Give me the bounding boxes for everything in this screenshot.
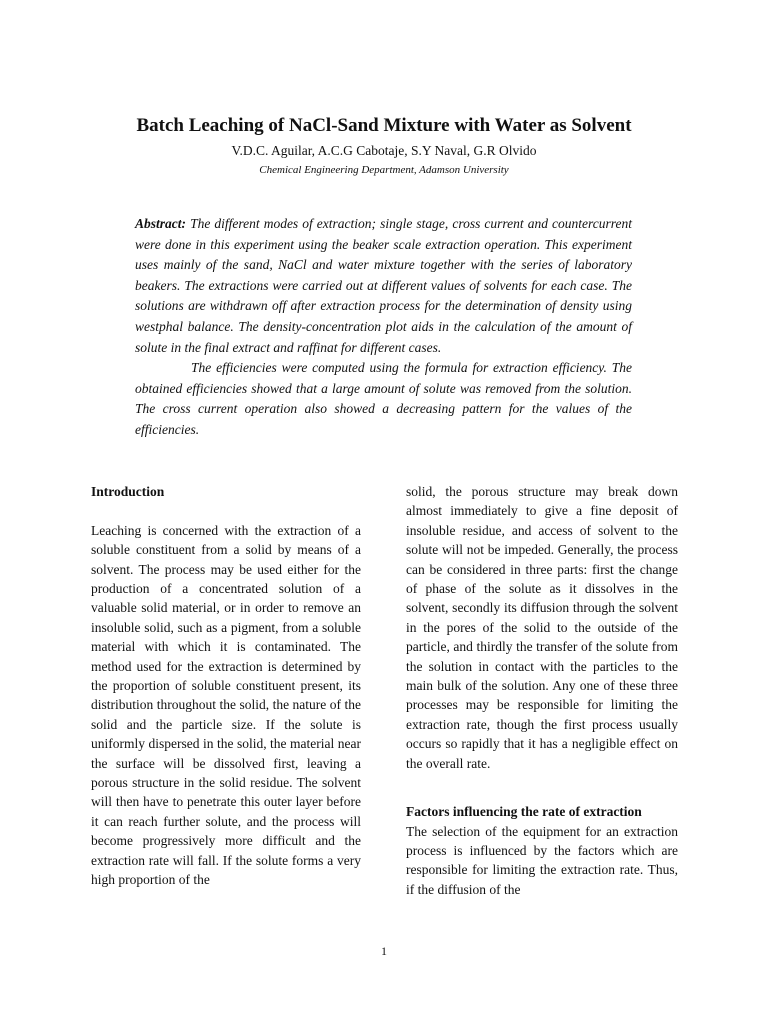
- factors-heading: Factors influencing the rate of extraction: [406, 804, 642, 820]
- section-spacer: [406, 773, 678, 802]
- abstract-paragraph-2: The efficiencies were computed using the formula for extraction efficiency. The obtained efficiencies showed that a large amount of solute was removed from the solution. The cross current operation also showed a decreasing pattern for the values of the efficiencies.: [135, 360, 632, 437]
- introduction-heading: Introduction: [91, 484, 165, 499]
- abstract-paragraph-1: [135, 214, 632, 358]
- heading-spacer: [91, 501, 361, 520]
- paper-title: Batch Leaching of NaCl-Sand Mixture with Water as Solvent: [136, 115, 632, 136]
- abstract-text-1: The different modes of extraction; single stage, cross current and countercurrent were done in this experiment using the beaker scale extraction operation. This experiment uses mainly of the sand, NaCl and water mixture together with the series of laboratory beakers. The extractions were carried out at different values of solvents for each case. The solutions are withdrawn off after extraction process for the determination of density using westphal balance. The density-concentration plot aids in the calculation of the amount of solute in the final extract and raffinat for different cases.: [135, 216, 632, 355]
- abstract-block: [135, 214, 632, 441]
- introduction-paragraph-right: solid, the porous structure may break down almost immediately to give a fine deposit of insoluble residue, and access of solvent to the solute will not be impeded. Generally, the process can be considered in three parts: first the change of phase of the solute as it dissolves in the solvent, secondly its diffusion through the solvent in the pores of the solid to the outside of the particle, and thirdly the transfer of the solute from the solution in contact with the particles to the main bulk of the solution. Any one of these three processes may be responsible for limiting the extraction rate, though the first process usually occurs so rapidly that it has a negligible effect on the overall rate.: [406, 484, 678, 771]
- right-column: [406, 482, 678, 899]
- paper-authors: V.D.C. Aguilar, A.C.G Cabotaje, S.Y Naval, G.R Olvido: [231, 143, 537, 158]
- page-number: 1: [381, 944, 387, 958]
- factors-paragraph: The selection of the equipment for an extraction process is influenced by the factors which are responsible for limiting the extraction rate. Thus, if the diffusion of the: [406, 823, 678, 897]
- abstract-label: Abstract:: [135, 216, 187, 231]
- paper-affiliation: Chemical Engineering Department, Adamson University: [259, 164, 509, 176]
- introduction-paragraph-left: Leaching is concerned with the extraction of a soluble constituent from a solid by means of a solvent. The process may be used either for the production of a concentrated solution of a valuable solid material, or in order to remove an insoluble solid, such as a pigment, from a soluble material with which it is contaminated. The method used for the extraction is determined by the proportion of soluble constituent present, its distribution throughout the solid, the nature of the solid and the particle size. If the solute is uniformly dispersed in the solid, the material near the surface will be dissolved first, leaving a porous structure in the solid residue. The solvent will then have to penetrate this outer layer before it can reach further solute, and the process will become progressively more difficult and the extraction rate will fall. If the solute forms a very high proportion of the: [91, 522, 361, 888]
- left-column: [91, 482, 361, 890]
